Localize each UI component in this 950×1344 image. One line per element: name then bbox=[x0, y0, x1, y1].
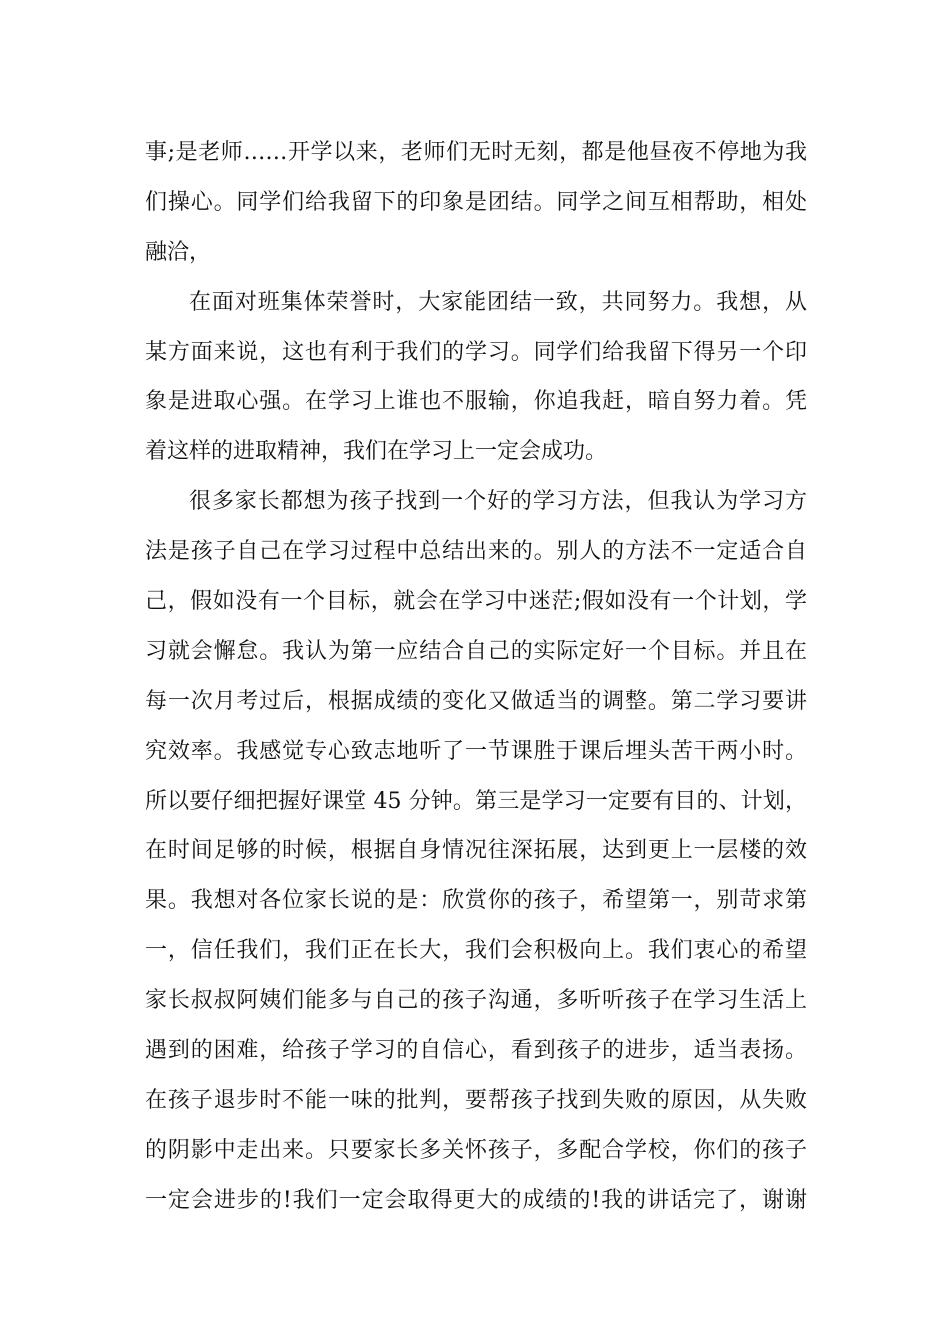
text-line-15: 在时间足够的时候，根据自身情况往深拓展，达到更上一层楼的效 bbox=[145, 838, 807, 864]
text-line-9: 法是孩子自己在学习过程中总结出来的。别人的方法不一定适合自 bbox=[145, 539, 807, 565]
text-line-5: 某方面来说，这也有利于我们的学习。同学们给我留下得另一个印 bbox=[145, 339, 807, 365]
text-line-10: 己，假如没有一个目标，就会在学习中迷茫;假如没有一个计划，学 bbox=[145, 589, 807, 615]
text-line-6: 象是进取心强。在学习上谁也不服输，你追我赶，暗自努力着。凭 bbox=[145, 389, 807, 415]
text-line-19: 遇到的困难，给孩子学习的自信心，看到孩子的进步，适当表扬。 bbox=[145, 1038, 807, 1064]
text-line-21: 的阴影中走出来。只要家长多关怀孩子，多配合学校，你们的孩子 bbox=[145, 1137, 807, 1163]
body-text bbox=[145, 128, 807, 1226]
text-line-1: 事;是老师……开学以来，老师们无时无刻，都是他昼夜不停地为我 bbox=[145, 140, 807, 165]
text-line-16: 果。我想对各位家长说的是：欣赏你的孩子，希望第一，别苛求第 bbox=[145, 888, 807, 914]
text-line-4: 在面对班集体荣誉时，大家能团结一致，共同努力。我想，从 bbox=[189, 289, 807, 315]
text-line-2: 们操心。同学们给我留下的印象是团结。同学之间互相帮助，相处 bbox=[145, 189, 807, 215]
text-line-13: 究效率。我感觉专心致志地听了一节课胜于课后埋头苦干两小时。 bbox=[145, 738, 807, 764]
text-line-18: 家长叔叔阿姨们能多与自己的孩子沟通，多听听孩子在学习生活上 bbox=[145, 988, 807, 1014]
text-line-11: 习就会懈怠。我认为第一应结合自己的实际定好一个目标。并且在 bbox=[145, 638, 807, 664]
text-line-14: 所以要仔细把握好课堂 45 分钟。第三是学习一定要有目的、计划， bbox=[145, 788, 807, 814]
text-line-17: 一，信任我们，我们正在长大，我们会积极向上。我们衷心的希望 bbox=[145, 938, 807, 964]
text-line-22: 一定会进步的!我们一定会取得更大的成绩的!我的讲话完了，谢谢 bbox=[145, 1187, 807, 1213]
text-line-8: 很多家长都想为孩子找到一个好的学习方法，但我认为学习方 bbox=[189, 489, 807, 515]
text-line-3: 融洽， bbox=[145, 239, 212, 265]
text-line-20: 在孩子退步时不能一味的批判，要帮孩子找到失败的原因，从失败 bbox=[145, 1087, 807, 1113]
text-line-7: 着这样的进取精神，我们在学习上一定会成功。 bbox=[145, 439, 608, 465]
text-line-12: 每一次月考过后，根据成绩的变化又做适当的调整。第二学习要讲 bbox=[145, 688, 807, 714]
